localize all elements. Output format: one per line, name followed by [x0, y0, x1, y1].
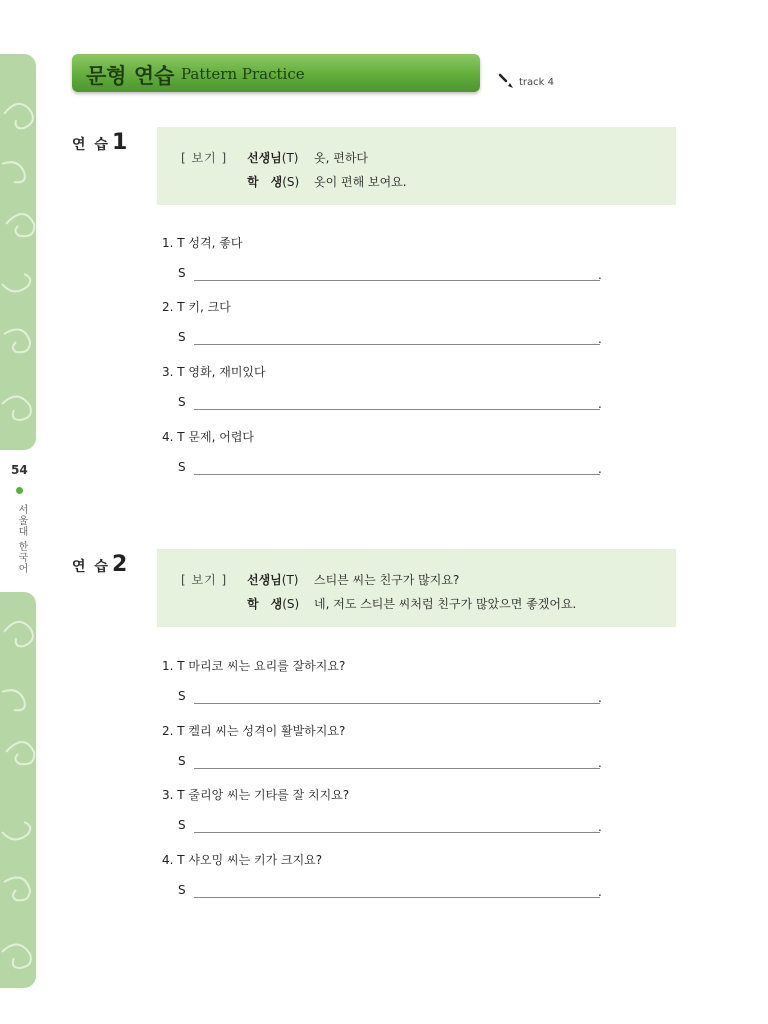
answer-period: . — [598, 885, 602, 899]
exercise-2-label: 연 습2 — [72, 552, 128, 577]
exercise-1-item-2-answer-line[interactable] — [194, 344, 600, 345]
student-speaker: 학 생(S) — [247, 175, 300, 189]
exercise-2-item-2-prompt: 2. T 켈리 씨는 성격이 활발하지요? — [162, 724, 346, 738]
answer-period: . — [598, 820, 602, 834]
exercise-1-item-1-s-label: S — [178, 266, 186, 280]
exercise-2-item-2-s-label: S — [178, 754, 186, 768]
book-title: 서울대 한국어 — [16, 504, 27, 575]
student-speaker: 학 생(S) — [247, 597, 300, 611]
exercise-2-item-3-answer-line[interactable] — [194, 832, 600, 833]
exercise-1-item-4-s-label: S — [178, 460, 186, 474]
exercise-1-label: 연 습1 — [72, 130, 128, 155]
page-dot-icon — [16, 487, 23, 494]
exercise-2-item-1-answer-line[interactable] — [194, 703, 600, 704]
exercise-2-item-1-s-label: S — [178, 689, 186, 703]
answer-period: . — [598, 691, 602, 705]
exercise-1-item-4-answer-line[interactable] — [194, 474, 600, 475]
exercise-2-item-4-s-label: S — [178, 883, 186, 897]
example-tag: [ 보기 ] — [181, 573, 228, 587]
header-title-english: Pattern Practice — [181, 65, 305, 83]
audio-track-icon[interactable] — [498, 73, 516, 91]
teacher-example-text: 옷, 편하다 — [314, 151, 368, 165]
side-decoration-bottom — [0, 592, 36, 988]
answer-period: . — [598, 268, 602, 282]
exercise-1-item-3-answer-line[interactable] — [194, 409, 600, 410]
exercise-1-item-4-prompt: 4. T 문제, 어렵다 — [162, 430, 254, 444]
example-box-2 — [157, 549, 676, 627]
teacher-example-text: 스티븐 씨는 친구가 많지요? — [314, 573, 460, 587]
exercise-1-item-2-prompt: 2. T 키, 크다 — [162, 300, 231, 314]
answer-period: . — [598, 756, 602, 770]
answer-period: . — [598, 332, 602, 346]
student-example-text: 옷이 편해 보여요. — [314, 175, 407, 189]
exercise-2-item-2-answer-line[interactable] — [194, 768, 600, 769]
example-tag: [ 보기 ] — [181, 151, 228, 165]
track-label[interactable]: track 4 — [519, 77, 554, 88]
teacher-speaker: 선생님(T) — [247, 573, 299, 587]
exercise-2-item-1-prompt: 1. T 마리코 씨는 요리를 잘하지요? — [162, 659, 346, 673]
section-header — [72, 54, 480, 92]
answer-period: . — [598, 462, 602, 476]
header-title-korean: 문형 연습 — [86, 64, 175, 88]
exercise-2-item-4-prompt: 4. T 샤오밍 씨는 키가 크지요? — [162, 853, 323, 867]
example-box-1 — [157, 127, 676, 205]
exercise-1-item-3-prompt: 3. T 영화, 재미있다 — [162, 365, 266, 379]
page-number: 54 — [11, 463, 28, 477]
exercise-1-item-1-prompt: 1. T 성격, 좋다 — [162, 236, 243, 250]
exercise-2-item-3-prompt: 3. T 줄리앙 씨는 기타를 잘 치지요? — [162, 788, 350, 802]
exercise-1-item-1-answer-line[interactable] — [194, 280, 600, 281]
exercise-2-item-3-s-label: S — [178, 818, 186, 832]
side-decoration-top — [0, 54, 36, 450]
student-example-text: 네, 저도 스티븐 씨처럼 친구가 많았으면 좋겠어요. — [314, 597, 577, 611]
exercise-2-item-4-answer-line[interactable] — [194, 897, 600, 898]
exercise-1-item-2-s-label: S — [178, 330, 186, 344]
teacher-speaker: 선생님(T) — [247, 151, 299, 165]
exercise-1-item-3-s-label: S — [178, 395, 186, 409]
answer-period: . — [598, 397, 602, 411]
